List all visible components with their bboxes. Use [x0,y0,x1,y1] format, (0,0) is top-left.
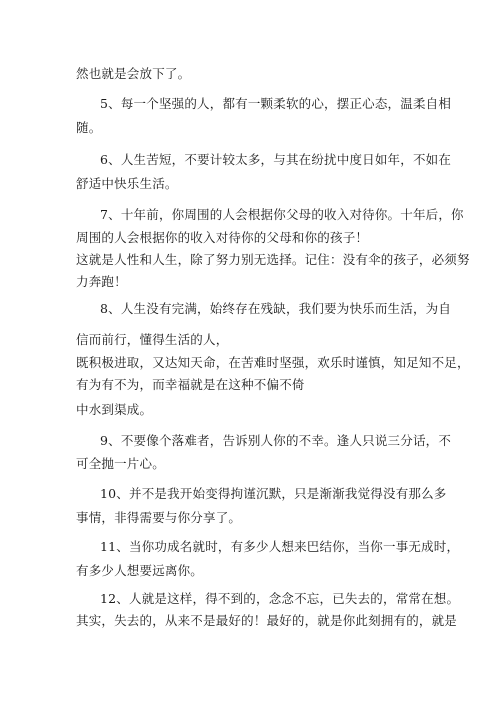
paragraph-10-line-2: 事情，非得需要与你分享了。 [76,510,242,525]
paragraph-7-line-2: 周围的人会根据你的收入对待你的父母和你的孩子！ [76,230,369,245]
paragraph-7-line-3: 这就是人性和人生，除了努力别无选择。记住：没有伞的孩子，必须努 [76,252,470,267]
paragraph-6-line-1: 6、人生苦短，不要计较太多，与其在纷扰中度日如年，不如在 [100,152,452,167]
paragraph-9-line-2: 可全抛一片心。 [76,456,165,471]
paragraph-8-line-2: 信而前行，懂得生活的人， [76,332,229,347]
paragraph-5-line-1: 5、每一个坚强的人，都有一颗柔软的心，摆正心态，温柔自相 [100,96,452,111]
paragraph-5-line-2: 随。 [76,120,102,135]
paragraph-8-line-5: 中水到渠成。 [76,402,153,417]
text-line: 然也就是会放下了。 [76,66,191,81]
paragraph-7-line-1: 7、十年前，你周围的人会根据你父母的收入对待你。十年后，你 [100,207,464,222]
paragraph-7-line-4: 力奔跑！ [76,274,127,289]
paragraph-10-line-1: 10、并不是我开始变得拘谨沉默，只是渐渐我觉得没有那么多 [100,486,447,501]
paragraph-12-line-1: 12、人就是这样，得不到的，念念不忘，已失去的，常常在想。 [100,591,460,606]
paragraph-12-line-2: 其实，失去的，从来不是最好的！最好的，就是你此刻拥有的，就是 [76,613,458,628]
paragraph-11-line-1: 11、当你功成名就时，有多少人想来巴结你，当你一事无成时， [100,539,460,554]
paragraph-8-line-1: 8、人生没有完满，始终存在残缺，我们要为快乐而生活，为自 [100,301,452,316]
paragraph-8-line-4: 有为有不为，而幸福就是在这种不偏不倚 [76,377,305,392]
paragraph-11-line-2: 有多少人想要远离你。 [76,563,204,578]
paragraph-6-line-2: 舒适中快乐生活。 [76,176,178,191]
paragraph-8-line-3: 既积极进取，又达知天命，在苦难时坚强，欢乐时谨慎，知足知不足， [76,355,470,370]
paragraph-9-line-1: 9、不要像个落难者，告诉别人你的不幸。逢人只说三分话，不 [100,433,452,448]
